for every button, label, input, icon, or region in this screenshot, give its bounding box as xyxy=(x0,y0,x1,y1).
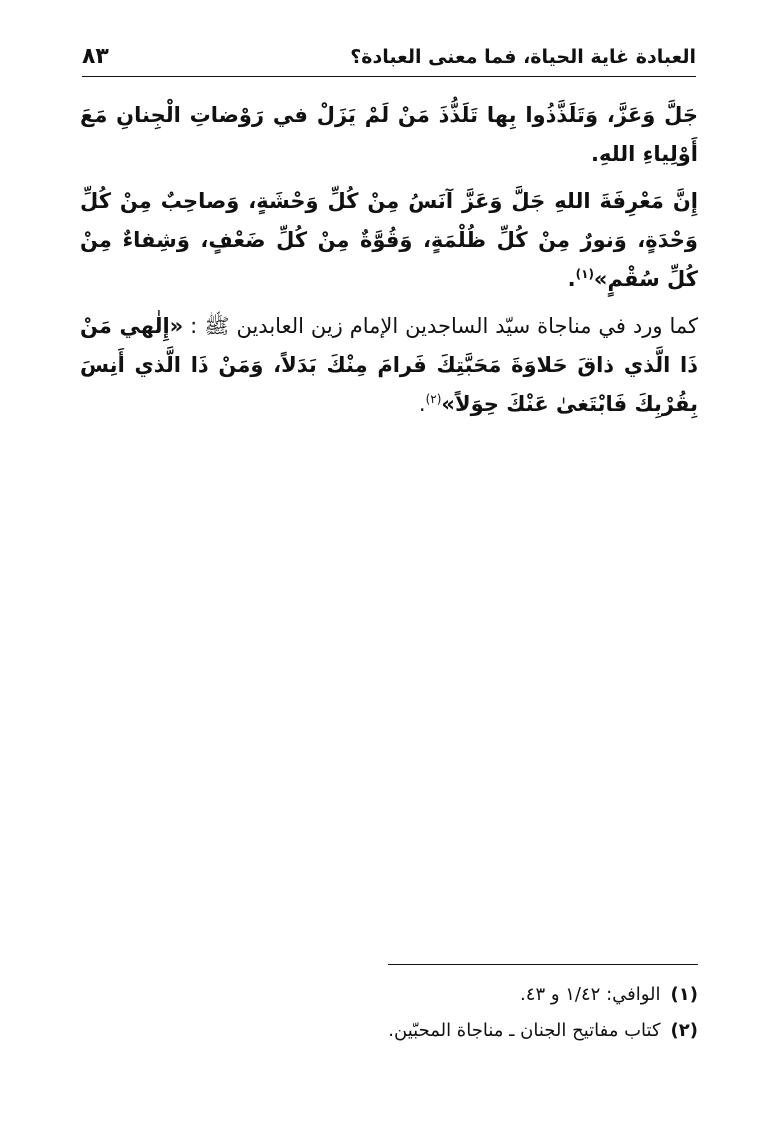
footnote-2-number: (٢) xyxy=(670,1020,698,1041)
footnote-1 xyxy=(250,980,698,1010)
footnote-1-text: الوافي: ١/٤٢ و ٤٣. xyxy=(520,984,661,1005)
footnote-ref-1[interactable]: (١) xyxy=(575,267,594,281)
page-number: ٨٣ xyxy=(82,44,109,69)
paragraph-1 xyxy=(80,96,698,174)
paragraph-2: إِنَّ مَعْرِفَةَ اللهِ جَلَّ وَعَزَّ آنَسُ مِنْ كُلِّ وَحْشَةٍ، وَصاحِبٌ مِنْ كُلِّ وَحْدَةٍ، وَنورٌ مِنْ كُلِّ ظُلْمَةٍ، وَقُوَّةٌ مِنْ كُلِّ ضَعْفٍ، وَشِفاءٌ مِنْ كُلِّ سُقْمٍ»$^{(١)}$. xyxy=(80,189,698,291)
paragraph-1-text: جَلَّ وَعَزَّ، وَتَلَذَّذُوا بِها تَلَذُّذَ مَنْ لَمْ يَزَلْ في رَوْضاتِ الْجِنانِ مَعَ أَوْلِياءِ اللهِ. xyxy=(80,103,698,166)
running-header xyxy=(82,42,696,77)
footnote-2-text: كتاب مفاتيح الجنان ـ مناجاة المحبّين. xyxy=(388,1020,661,1041)
footnote-divider xyxy=(388,964,698,965)
paragraph-3: كما ورد في مناجاة سيّد الساجدين الإمام زين العابدين ﷺ : «إِلٰهي مَنْ ذَا الَّذي ذاقَ حَلاوَةَ مَحَبَّتِكَ فَرامَ مِنْكَ بَدَلاً، وَمَنْ ذَا الَّذي أَنِسَ بِقُرْبِكَ فَابْتَغىٰ عَنْكَ حِوَلاً»$^{(٢)}$. xyxy=(80,314,698,416)
paragraph-3-intro: كما ورد في مناجاة سيّد الساجدين الإمام زين العابدين ﷺ : xyxy=(190,314,698,338)
paragraph-3-quote: «إِلٰهي مَنْ ذَا الَّذي ذاقَ حَلاوَةَ مَحَبَّتِكَ فَرامَ مِنْكَ بَدَلاً، وَمَنْ ذَا الَّذي أَنِسَ بِقُرْبِكَ فَابْتَغىٰ عَنْكَ حِوَلاً» xyxy=(80,314,698,416)
main-text xyxy=(80,96,698,432)
header-title: العبادة غاية الحياة، فما معنى العبادة؟ xyxy=(350,46,696,68)
paragraph-2-text: إِنَّ مَعْرِفَةَ اللهِ جَلَّ وَعَزَّ آنَسُ مِنْ كُلِّ وَحْشَةٍ، وَصاحِبٌ مِنْ كُلِّ وَحْدَةٍ، وَنورٌ مِنْ كُلِّ ظُلْمَةٍ، وَقُوَّةٌ مِنْ كُلِّ ضَعْفٍ، وَشِفاءٌ مِنْ كُلِّ سُقْمٍ» xyxy=(80,189,698,291)
footnote-2 xyxy=(250,1016,698,1046)
footnotes xyxy=(250,980,698,1052)
footnote-ref-2[interactable]: (٢) xyxy=(425,392,442,406)
footnote-1-number: (١) xyxy=(670,984,698,1005)
